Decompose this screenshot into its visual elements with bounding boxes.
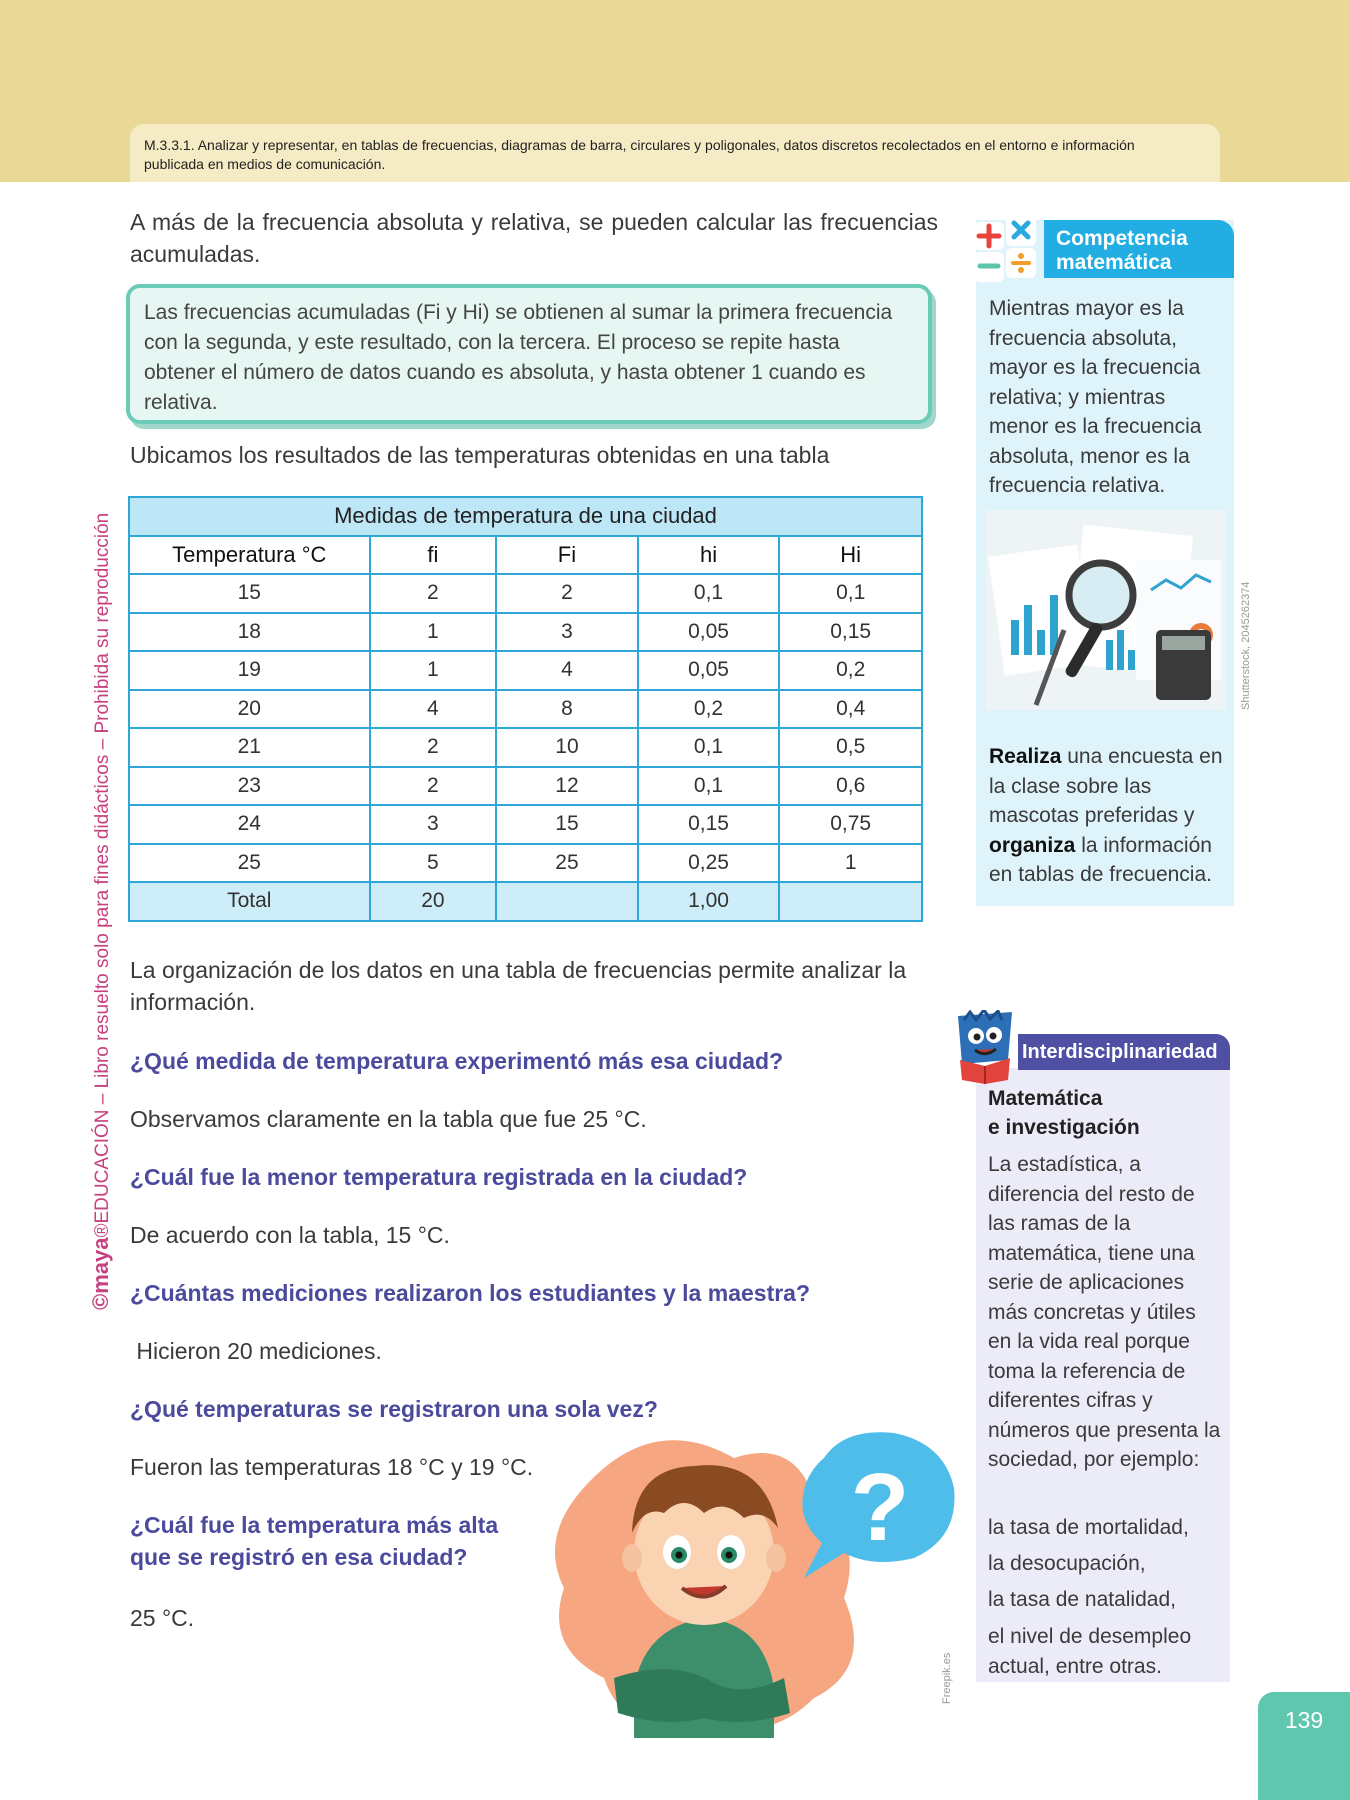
table-cell: 2 xyxy=(370,767,497,806)
table-cell: 2 xyxy=(370,574,497,613)
table-cell: 4 xyxy=(370,690,497,729)
boy-image-credit: Freepik.es xyxy=(941,1652,953,1704)
table-cell: 0,05 xyxy=(638,651,780,690)
table-cell: 0,2 xyxy=(638,690,780,729)
table-row xyxy=(129,651,922,690)
table-cell: 25 xyxy=(129,844,370,883)
table-cell: 0,15 xyxy=(779,613,922,652)
frequency-table xyxy=(128,496,923,922)
interdisciplinariedad-text: La estadística, a diferencia del resto de las ramas de la matemática, tiene una serie de aplicaciones más concretas y útiles en la vida real porque toma la referencia de diferentes cifras y números que presenta la sociedad, por ejemplo: xyxy=(988,1153,1221,1471)
list-item: el nivel de desempleo actual, entre otras. xyxy=(988,1625,1192,1678)
table-cell: 0,15 xyxy=(638,805,780,844)
math-operations-icon xyxy=(972,214,1044,286)
table-cell: 8 xyxy=(496,690,638,729)
table-cell: 0,6 xyxy=(779,767,922,806)
table-row xyxy=(129,767,922,806)
table-cell: 19 xyxy=(129,651,370,690)
header-temperature: Temperatura °C xyxy=(129,536,370,575)
answer-3: Hicieron 20 mediciones. xyxy=(130,1338,382,1364)
header-Fi-cumulative: Fi xyxy=(496,536,638,575)
table-cell: 1 xyxy=(370,651,497,690)
table-cell: 20 xyxy=(129,690,370,729)
table-cell: 2 xyxy=(496,574,638,613)
charts-magnifier-illustration xyxy=(986,510,1226,710)
question-2: ¿Cuál fue la menor temperatura registrada en la ciudad? xyxy=(130,1164,748,1190)
thinking-boy-illustration xyxy=(544,1428,956,1738)
inter-title-line-2: e investigación xyxy=(988,1116,1140,1139)
table-cell: 0,5 xyxy=(779,728,922,767)
table-cell: 24 xyxy=(129,805,370,844)
intro-paragraph: A más de la frecuencia absoluta y relativa, se pueden calcular las frecuencias acumuladas. xyxy=(130,209,938,267)
table-cell: 1 xyxy=(779,844,922,883)
table-row xyxy=(129,613,922,652)
table-cell: 0,1 xyxy=(638,728,780,767)
inter-title-line-1: Matemática xyxy=(988,1087,1103,1110)
competencia-title-line-1: Competencia xyxy=(1056,227,1188,250)
table-cell: 23 xyxy=(129,767,370,806)
interdisciplinariedad-header: Interdisciplinariedad xyxy=(1018,1034,1230,1070)
question-5-line-2: que se registró en esa ciudad? xyxy=(130,1544,468,1570)
table-row xyxy=(129,728,922,767)
table-cell: Total xyxy=(129,882,370,921)
answer-1: Observamos claramente en la tabla que fue 25 °C. xyxy=(130,1106,647,1132)
analysis-paragraph: La organización de los datos en una tabla de frecuencias permite analizar la información. xyxy=(130,957,907,1015)
table-title: Medidas de temperatura de una ciudad xyxy=(129,497,922,536)
table-cell: 5 xyxy=(370,844,497,883)
table-cell: 0,1 xyxy=(638,574,780,613)
task-text-middle: una encuesta en la clase sobre las mascotas preferidas y xyxy=(989,745,1223,827)
competencia-header xyxy=(1044,220,1234,278)
table-cell xyxy=(496,882,638,921)
skill-line-2: publicada en medios de comunicación. xyxy=(144,156,386,172)
table-cell: 0,05 xyxy=(638,613,780,652)
answer-4: Fueron las temperaturas 18 °C y 19 °C. xyxy=(130,1454,534,1480)
list-item: la desocupación, xyxy=(988,1552,1146,1575)
answer-2: De acuerdo con la tabla, 15 °C. xyxy=(130,1222,450,1248)
image-credit: Shutterstock, 2045262374 xyxy=(1240,581,1252,710)
question-4: ¿Qué temperaturas se registraron una sola vez? xyxy=(130,1396,658,1422)
table-total-row xyxy=(129,882,922,921)
table-cell: 3 xyxy=(370,805,497,844)
table-cell: 4 xyxy=(496,651,638,690)
table-cell: 12 xyxy=(496,767,638,806)
interdisciplinariedad-list xyxy=(988,1510,1224,1681)
definition-box: Las frecuencias acumuladas (Fi y Hi) se obtienen al sumar la primera frecuencia con la segunda, y este resultado, con la tercera. El proceso se repite hasta obtener el número de datos cuando es absoluta, y hasta obtener 1 cuando es relativa. xyxy=(126,284,932,424)
skill-description xyxy=(130,124,1220,182)
question-5-line-1: ¿Cuál fue la temperatura más alta xyxy=(130,1512,499,1538)
table-row xyxy=(129,574,922,613)
table-cell: 2 xyxy=(370,728,497,767)
table-cell: 0,2 xyxy=(779,651,922,690)
table-row xyxy=(129,805,922,844)
svg-text:?: ? xyxy=(850,1454,910,1561)
table-cell: 1,00 xyxy=(638,882,780,921)
question-1: ¿Qué medida de temperatura experimentó más esa ciudad? xyxy=(130,1048,784,1074)
table-cell: 0,25 xyxy=(638,844,780,883)
competencia-text: Mientras mayor es la frecuencia absoluta, mayor es la frecuencia relativa; y mientras menor es la frecuencia absoluta, menor es la frecuencia relativa. xyxy=(989,297,1202,497)
table-cell: 15 xyxy=(496,805,638,844)
table-cell: 15 xyxy=(129,574,370,613)
header-Hi-cumulative: Hi xyxy=(779,536,922,575)
answer-5: 25 °C. xyxy=(130,1605,195,1631)
table-cell: 25 xyxy=(496,844,638,883)
list-item: la tasa de natalidad, xyxy=(988,1588,1176,1611)
question-5 xyxy=(130,1509,498,1573)
table-cell: 0,75 xyxy=(779,805,922,844)
table-cell: 21 xyxy=(129,728,370,767)
list-item: la tasa de mortalidad, xyxy=(988,1516,1189,1539)
competencia-task xyxy=(989,742,1229,890)
competencia-title-line-2: matemática xyxy=(1056,251,1172,274)
table-row xyxy=(129,690,922,729)
header-fi-absolute: fi xyxy=(370,536,497,575)
table-header-row xyxy=(129,536,922,575)
table-cell: 1 xyxy=(370,613,497,652)
copyright-text: ®EDUCACIÓN – Libro resuelto solo para fines didácticos – Prohibida su reproducción xyxy=(92,512,113,1238)
table-intro: Ubicamos los resultados de las temperaturas obtenidas en una tabla xyxy=(130,442,830,468)
table-cell xyxy=(779,882,922,921)
publisher-brand: ©maya xyxy=(88,1237,113,1310)
question-3: ¿Cuántas mediciones realizaron los estudiantes y la maestra? xyxy=(130,1280,811,1306)
table-row xyxy=(129,844,922,883)
header-hi-relative: hi xyxy=(638,536,780,575)
table-cell: 20 xyxy=(370,882,497,921)
task-verb-realiza: Realiza xyxy=(989,745,1062,768)
table-cell: 0,4 xyxy=(779,690,922,729)
skill-line-1: M.3.3.1. Analizar y representar, en tablas de frecuencias, diagramas de barra, circulares y poligonales, datos discretos recolectados en el entorno e información xyxy=(144,137,1135,153)
table-cell: 18 xyxy=(129,613,370,652)
table-cell: 3 xyxy=(496,613,638,652)
task-text-end: la información en tablas de frecuencia. xyxy=(989,833,1212,886)
interdisciplinariedad-title xyxy=(988,1084,1140,1142)
task-verb-organiza: organiza xyxy=(989,833,1076,857)
book-mascot-icon xyxy=(950,1010,1020,1084)
table-cell: 0,1 xyxy=(779,574,922,613)
table-cell: 10 xyxy=(496,728,638,767)
page-number: 139 xyxy=(1258,1692,1350,1800)
table-cell: 0,1 xyxy=(638,767,780,806)
copyright-banner xyxy=(88,450,118,1310)
